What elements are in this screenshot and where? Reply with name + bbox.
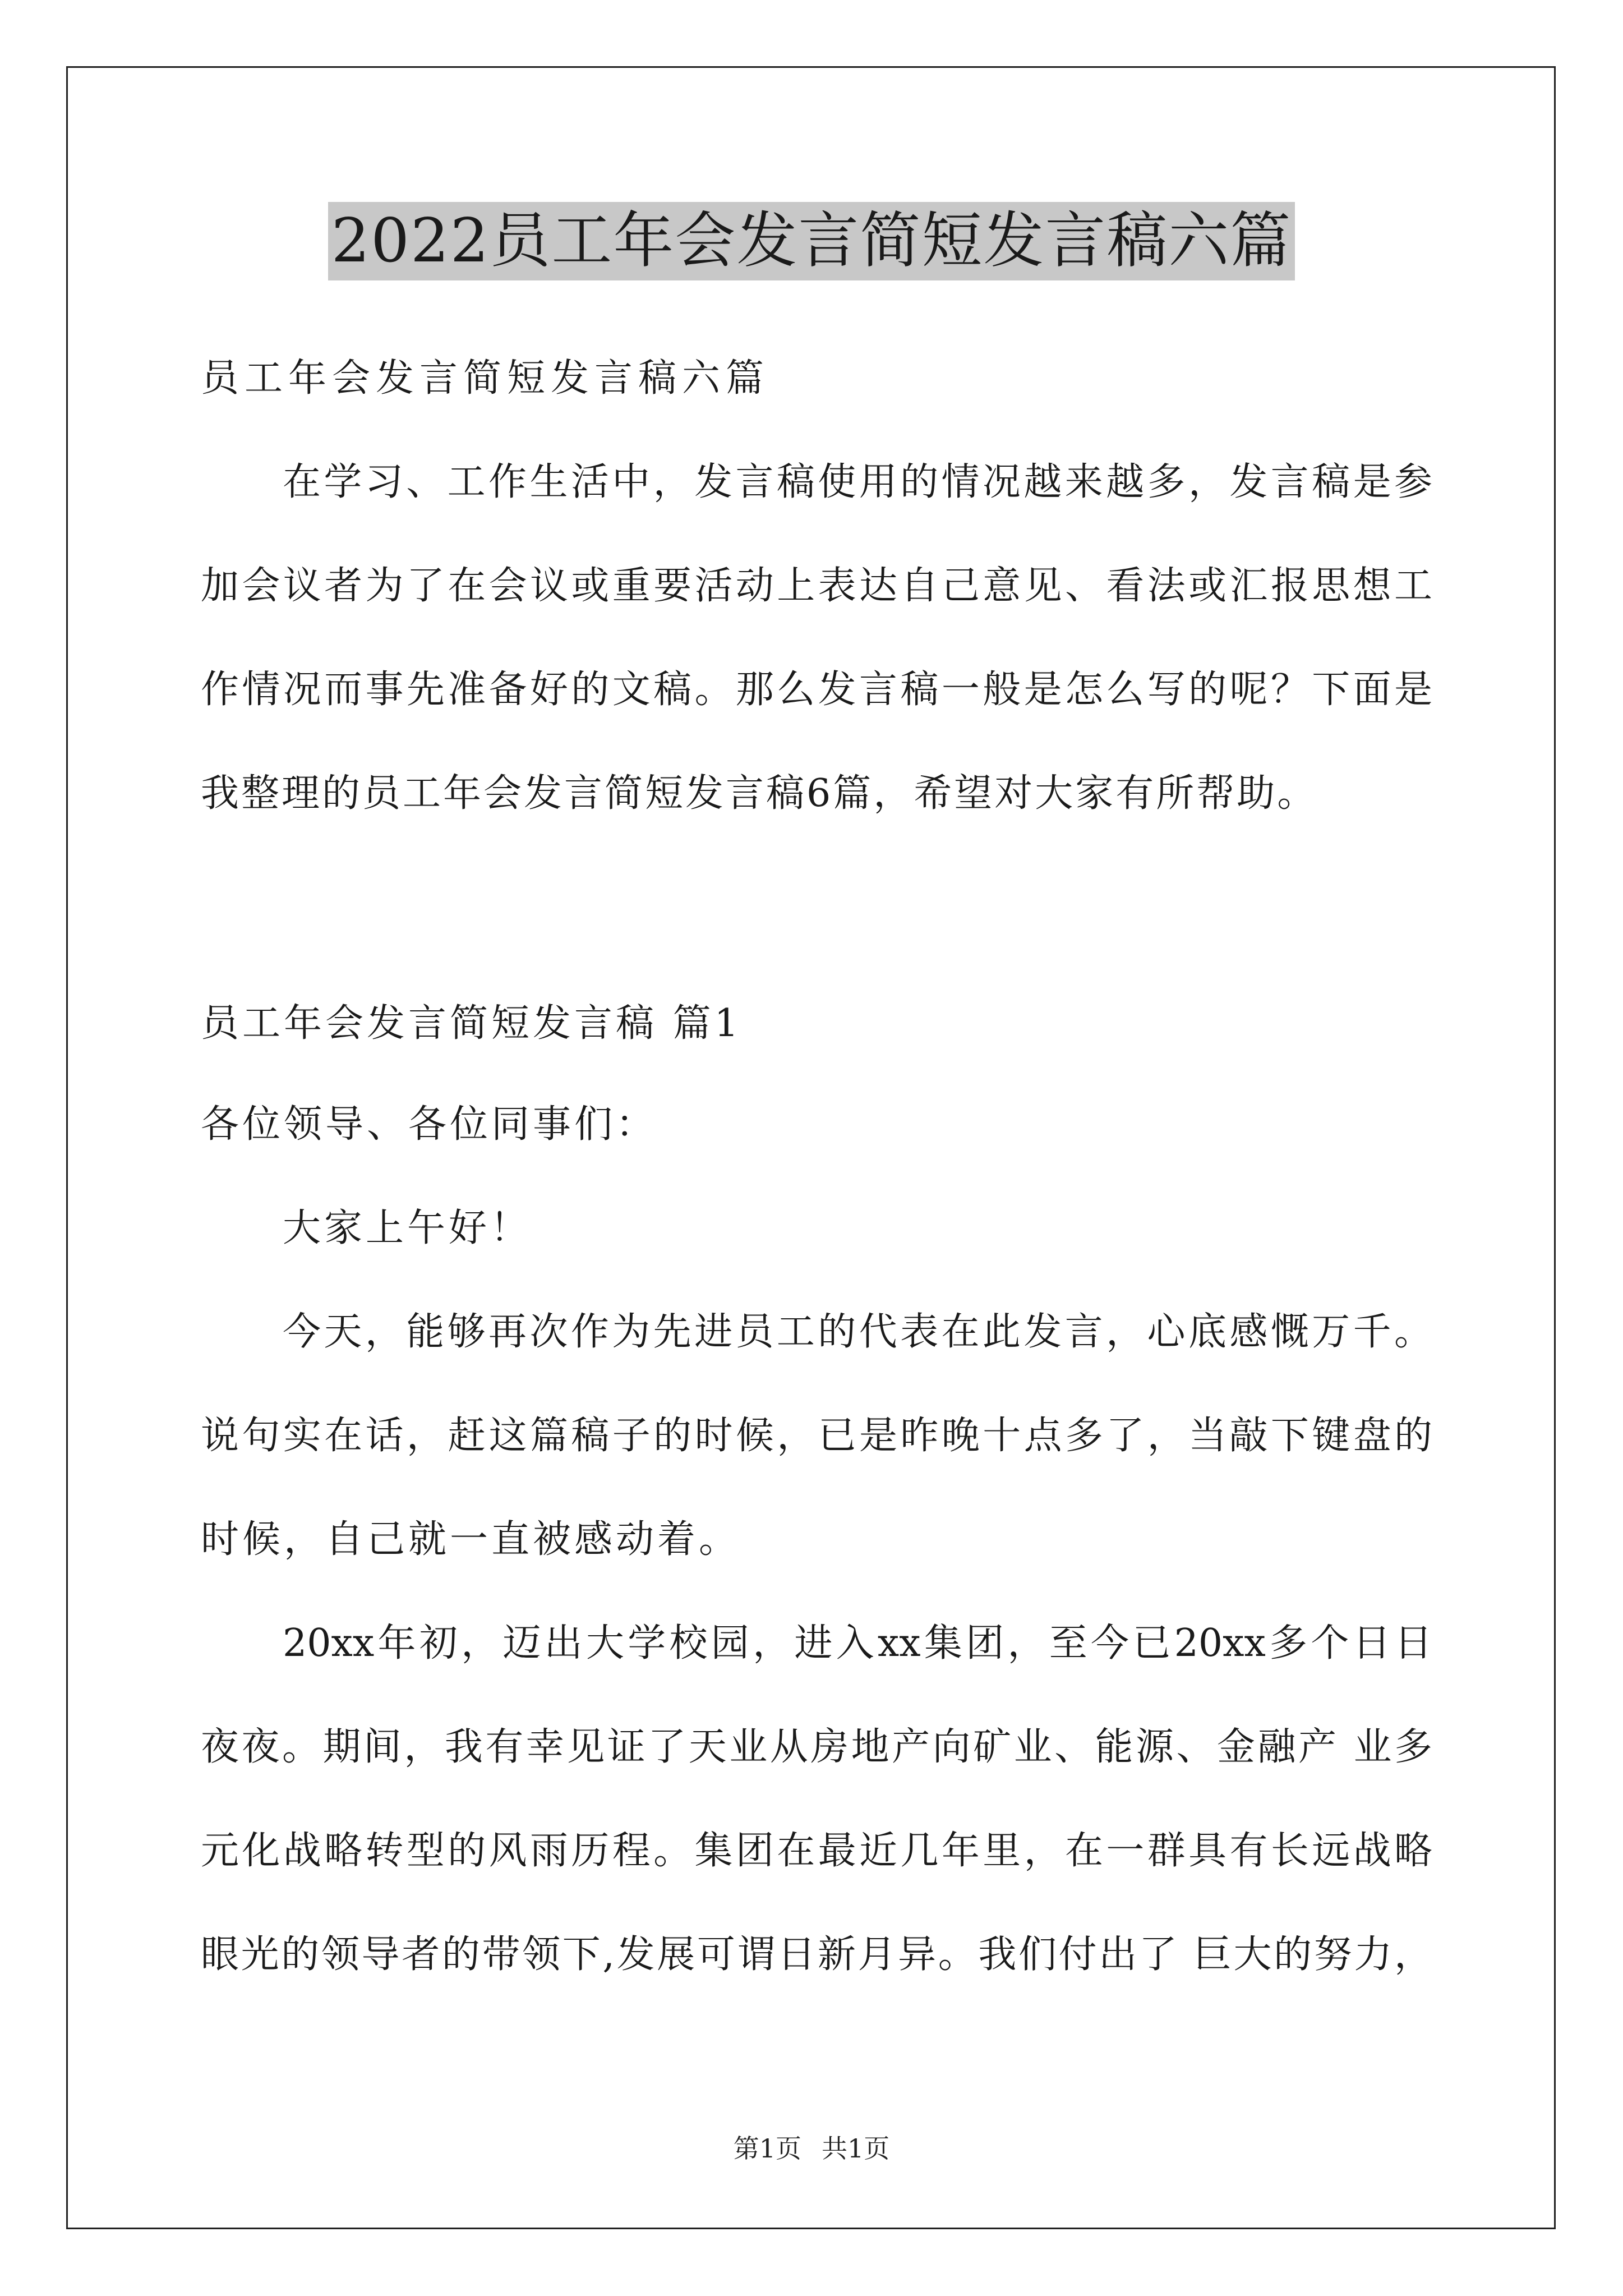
page-number-total: 共1页 — [822, 2133, 890, 2164]
intro-line-4: 我整理的员工年会发言简短发言稿6篇，希望对大家有所帮助。 — [201, 771, 1318, 816]
section-heading: 员工年会发言简短发言稿 篇1 — [201, 1001, 742, 1046]
title-container — [0, 202, 1623, 280]
document-title: 2022员工年会发言简短发言稿六篇 — [328, 202, 1295, 280]
salutation: 各位领导、各位同事们： — [201, 1102, 658, 1147]
intro-line-3: 作情况而事先准备好的文稿。那么发言稿一般是怎么写的呢？下面是 — [201, 668, 1432, 712]
para2-line-3: 元化战略转型的风雨历程。集团在最近几年里，在一群具有长远战略 — [201, 1829, 1432, 1873]
page-footer — [0, 2132, 1623, 2165]
intro-line-1: 在学习、工作生活中，发言稿使用的情况越来越多，发言稿是参 — [283, 460, 1432, 504]
para1-line-1: 今天，能够再次作为先进员工的代表在此发言，心底感慨万千。 — [283, 1310, 1432, 1354]
para1-line-2: 说句实在话，赶这篇稿子的时候，已是昨晚十点多了，当敲下键盘的 — [201, 1414, 1432, 1458]
document-subtitle: 员工年会发言简短发言稿六篇 — [201, 356, 770, 401]
page-number-current: 第1页 — [733, 2133, 801, 2164]
greeting: 大家上午好！ — [283, 1206, 532, 1250]
intro-line-2: 加会议者为了在会议或重要活动上表达自己意见、看法或汇报思想工 — [201, 564, 1432, 608]
para2-line-4: 眼光的领导者的带领下,发展可谓日新月异。我们付出了 巨大的努力， — [201, 1932, 1432, 1977]
para2-line-2: 夜夜。期间，我有幸见证了天业从房地产向矿业、能源、金融产 业多 — [201, 1725, 1432, 1769]
para1-line-3: 时候，自己就一直被感动着。 — [201, 1517, 741, 1562]
para2-line-1: 20xx年初，迈出大学校园，进入xx集团，至今已20xx多个日日 — [283, 1621, 1432, 1665]
